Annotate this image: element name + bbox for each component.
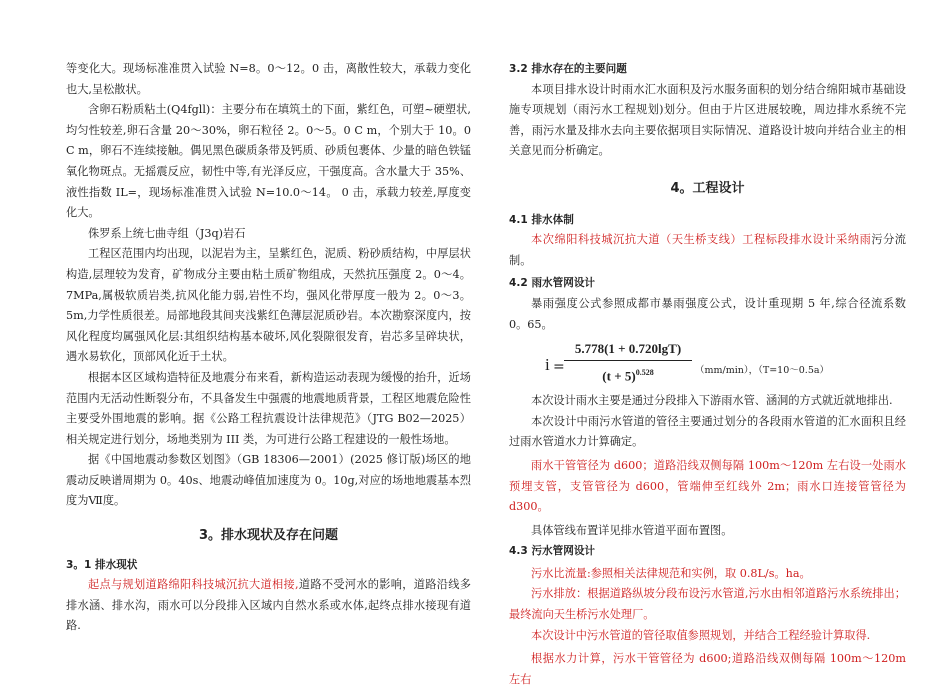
subsection-4-2-heading: 4.2 雨水管网设计: [509, 277, 596, 290]
formula-unit: （mm/min），（T=10～0.5a）: [695, 365, 830, 377]
formula-numerator: 5.778(1 + 0.720lgT): [574, 341, 682, 357]
paragraph-sewage-discharge: 污水排放：根据道路纵坡分段布设污水管道,污水由相邻道路污水系统排出；最终流向天生桥污水处理厂。: [509, 587, 906, 622]
left-column: [66, 0, 471, 637]
paragraph-sewage-pipe-size: 本次设计中污水管道的管径取值参照规划，并结合工程经验计算取得.: [531, 628, 871, 642]
subsection-3-1-heading: 3。1 排水现状: [66, 558, 138, 571]
subsection-4-1-heading: 4.1 排水体制: [509, 213, 574, 226]
formula-lhs: i: [545, 355, 550, 375]
paragraph-rainfall-formula-intro: 暴雨强度公式参照成都市暴雨强度公式，设计重现期 5 年,综合径流系数 0。65。: [509, 296, 906, 331]
paragraph-seismic: 据《中国地震动参数区划图》（GB 18306—2001）(2025 修订版)场区的地震动反映谱周期为 0。40s、地震动峰值加速度为 0。10g,对应的场地地震基本烈度为Ⅶ度。: [66, 453, 471, 508]
paragraph-jurassic-heading: 侏罗系上统七曲寺组（J3q)岩石: [88, 226, 246, 240]
paragraph-gravel-clay: 含卵石粉质粘土(Q4fgll)：主要分布在填筑土的下面，紫红色，可塑~硬塑状,均匀性较差,卵石含量 20～30%，卵石粒径 2。0～5。0 C m，个别大于 10。0 C m，卵石不连续接触。偶见黑色碳质条带及钙质、砂质包裹体、少量的暗色铁锰氧化物斑点。无摇震反应，韧性中等,有光泽反应，干强度高。含水量大于 35%、液性指数 IL=，现场标准准贯入试验 N=10.0～14。 0 击，承载力较差,厚度变化大。: [66, 103, 471, 220]
right-column: [509, 0, 906, 690]
paragraph-hydraulic-calc: 根据水力计算，污水干管管径为 d600;道路沿线双侧每隔 100m～120m 左右: [509, 652, 906, 686]
paragraph-drainage-problems: 本项目排水设计时雨水汇水面积及污水服务面积的划分结合绵阳城市基础设施专项规划（雨污水工程规划)划分。但由于片区进展较晚，周边排水系统不完善，雨污水量及排水去向主要依据项目实际情况、道路设计坡向并结合业主的相关意见而分析确定。: [509, 82, 906, 158]
paragraph-sand-layer: 等变化大。现场标准准贯入试验 N=8。0～12。0 击，离散性较大，承载力变化也大,呈松散状。: [66, 62, 471, 96]
paragraph-mudstone: 工程区范围内均出现，以泥岩为主，呈紫红色，泥质、粉砂质结构，中厚层状构造,层理较为发育，矿物成分主要由粘土质矿物组成，天然抗压强度 2。0～4。7MPa,属极软质岩类,抗风化能力弱,岩性不均，强风化带厚度一般为 2。0～3。5m,力学性质很差。局部地段其间夹浅紫红色薄层泥质砂岩。本次勘察深度内，按风化程度均属强风化层:其组织结构基本破坏,风化裂隙很发育，岩芯多呈碎块状，遇水易软化，顶部风化近于土状。: [66, 247, 471, 364]
body-text: 污分流制。: [509, 233, 906, 267]
subsection-4-3-heading: 4.3 污水管网设计: [509, 545, 596, 558]
paragraph-sewage-flow: 污水比流量:参照相关法律规范和实例，取 0.8L/s。ha。: [531, 566, 811, 580]
rainfall-intensity-formula: [509, 335, 906, 391]
section-4-heading: 4。工程设计: [670, 180, 745, 196]
subsection-3-2-heading: 3.2 排水存在的主要问题: [509, 63, 627, 75]
paragraph-rain-pipe-spec: 雨水干管管径为 d600；道路沿线双侧每隔 100m～120m 左右设一处雨水预埋支管，支管管径为 d600，管端伸至红线外 2m；雨水口连接管管径为 d300。: [509, 458, 906, 514]
fraction-bar: [564, 360, 692, 361]
formula-denominator-base: (t + 5): [602, 368, 636, 384]
highlight-text: 本次绵阳科技城沉抗大道（天生桥支线）工程标段排水设计采纳雨: [531, 233, 872, 247]
body-text: 道路不受河水的影响，道路沿线多排水涵、排水沟，雨水可以分段排入区域内自然水系或水体,起终点排水接现有道路.: [66, 578, 471, 633]
section-3-heading: 3。排水现状及存在问题: [198, 528, 339, 544]
paragraph-drainage-status: [66, 575, 471, 637]
paragraph-pipe-diameter: 本次设计中雨污水管道的管径主要通过划分的各段雨水管道的汇水面积且经过雨水管道水力计算确定。: [509, 414, 906, 449]
paragraph-tectonics: 根据本区区域构造特征及地震分布来看，新构造运动表现为缓慢的抬升，近场范围内无活动性断裂分布，不具备发生中强震的地震地质背景，工程区地震危险性主要受外围地震的影响。据《公路工程抗震设计法律规范》（JTG B02—2025）相关规定进行划分，场地类别为 III 类，为可进行公路工程建设的一般性场地。: [66, 370, 471, 446]
formula-equals: =: [553, 359, 565, 376]
formula-denominator: [564, 363, 692, 387]
formula-exponent: 0.528: [635, 368, 654, 378]
paragraph-layout-reference: 具体管线布置详见排水管道平面布置图。: [531, 523, 733, 537]
paragraph-rain-discharge: 本次设计雨水主要是通过分段排入下游雨水管、涵洞的方式就近就地排出.: [531, 394, 893, 408]
highlight-text: 起点与规划道路绵阳科技城沉抗大道相接,: [88, 578, 299, 592]
paragraph-drainage-system: [509, 230, 906, 271]
